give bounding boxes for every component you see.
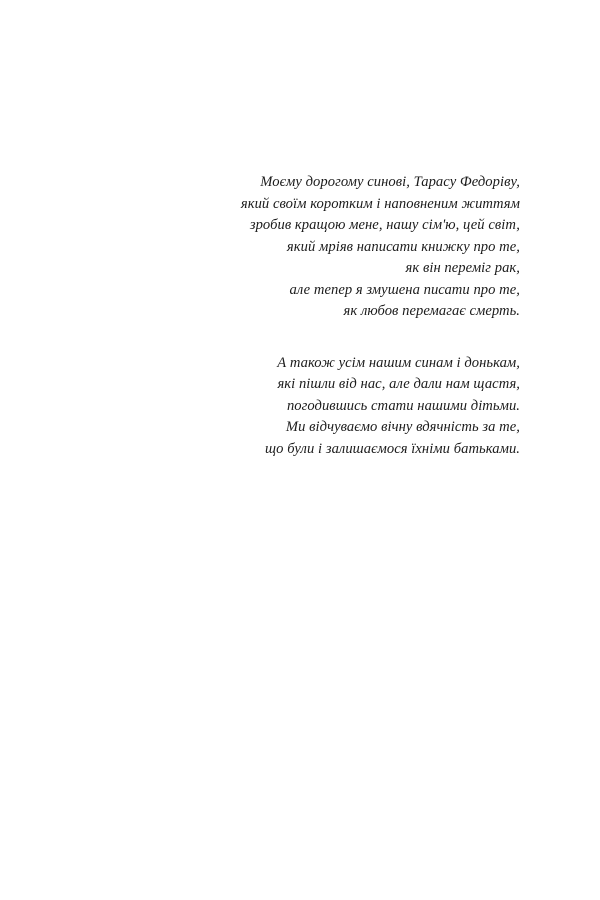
- dedication-block-to-all-children: [60, 353, 520, 461]
- dedication-line: Ми відчуваємо вічну вдячність за те,: [285, 419, 520, 435]
- dedication-text: [60, 172, 520, 460]
- dedication-block-to-son: [60, 172, 520, 323]
- dedication-line: але тепер я змушена писати про те,: [289, 281, 520, 298]
- dedication-line: як він переміг рак,: [405, 260, 520, 276]
- dedication-line: Моєму дорогому синові, Тарасу Федоріву,: [260, 174, 520, 190]
- dedication-line: який своїм коротким і наповненим життям: [240, 195, 520, 212]
- dedication-line: що були і залишаємося їхніми батьками.: [264, 440, 520, 457]
- dedication-line: зробив кращою мене, нашу сім'ю, цей світ,: [249, 217, 520, 233]
- dedication-line: які пішли від нас, але дали нам щастя,: [277, 376, 520, 392]
- dedication-line: як любов перемагає смерть.: [343, 303, 520, 319]
- dedication-line: який мріяв написати книжку про те,: [286, 238, 520, 255]
- dedication-line: погодившись стати нашими дітьми.: [286, 397, 520, 414]
- dedication-line: А також усім нашим синам і донькам,: [277, 354, 520, 371]
